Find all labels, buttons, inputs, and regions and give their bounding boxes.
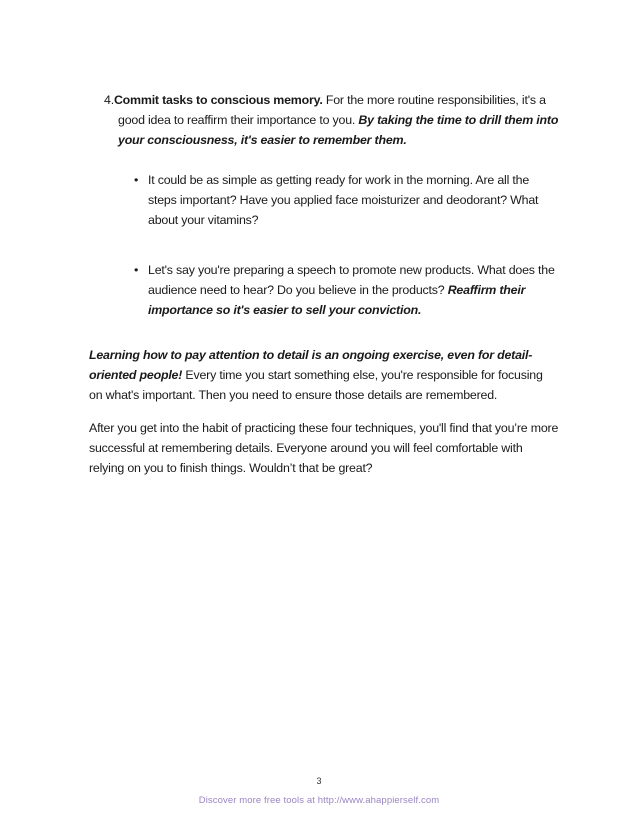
paragraph-text: After you get into the habit of practicing these four techniques, you'll find that you’re more successful at remembering details. Everyone around you will feel comfortable with relying on you to finish things. Wouldn’t that be great? xyxy=(89,421,559,475)
list-item xyxy=(132,260,556,320)
bullet-dot: • xyxy=(134,263,139,277)
bullet-emphasis: Reaffirm their importance so it's easier to sell your conviction. xyxy=(148,283,526,317)
numbered-item-4 xyxy=(104,90,570,150)
item-text: For the more routine responsibilities, it's a good idea to reaffirm their importance to you. xyxy=(118,93,546,127)
bullet-text: It could be as simple as getting ready for work in the morning. Are all the steps important? Have you applied face moisturizer and deodorant? What about your vitamins? xyxy=(148,173,539,227)
paragraph-text: Every time you start something else, you're responsible for focusing on what's important. Then you need to ensure those details are remembered. xyxy=(89,368,543,402)
paragraph-emphasis: Learning how to pay attention to detail is an ongoing exercise, even for detail-oriented people! xyxy=(89,348,533,382)
bullet-text: Let's say you're preparing a speech to promote new products. What does the audience need to hear? Do you believe in the products? xyxy=(148,263,555,297)
item-heading: Commit tasks to conscious memory. xyxy=(113,93,323,107)
footer-link[interactable]: http://www.ahappierself.com xyxy=(317,795,440,806)
footer xyxy=(0,791,638,811)
bullet-dot: • xyxy=(134,173,139,187)
bullet-list-1 xyxy=(132,170,556,230)
item-emphasis: By taking the time to drill them into your consciousness, it's easier to remember them. xyxy=(118,113,559,147)
bullet-list-2 xyxy=(132,260,556,320)
item-number: 4. xyxy=(104,93,114,107)
footer-prefix: Discover more free tools at xyxy=(198,795,318,806)
page-number: 3 xyxy=(316,776,322,786)
paragraph-four-techniques xyxy=(89,418,559,478)
paragraph-attention-to-detail xyxy=(89,345,559,405)
list-item xyxy=(132,170,556,230)
